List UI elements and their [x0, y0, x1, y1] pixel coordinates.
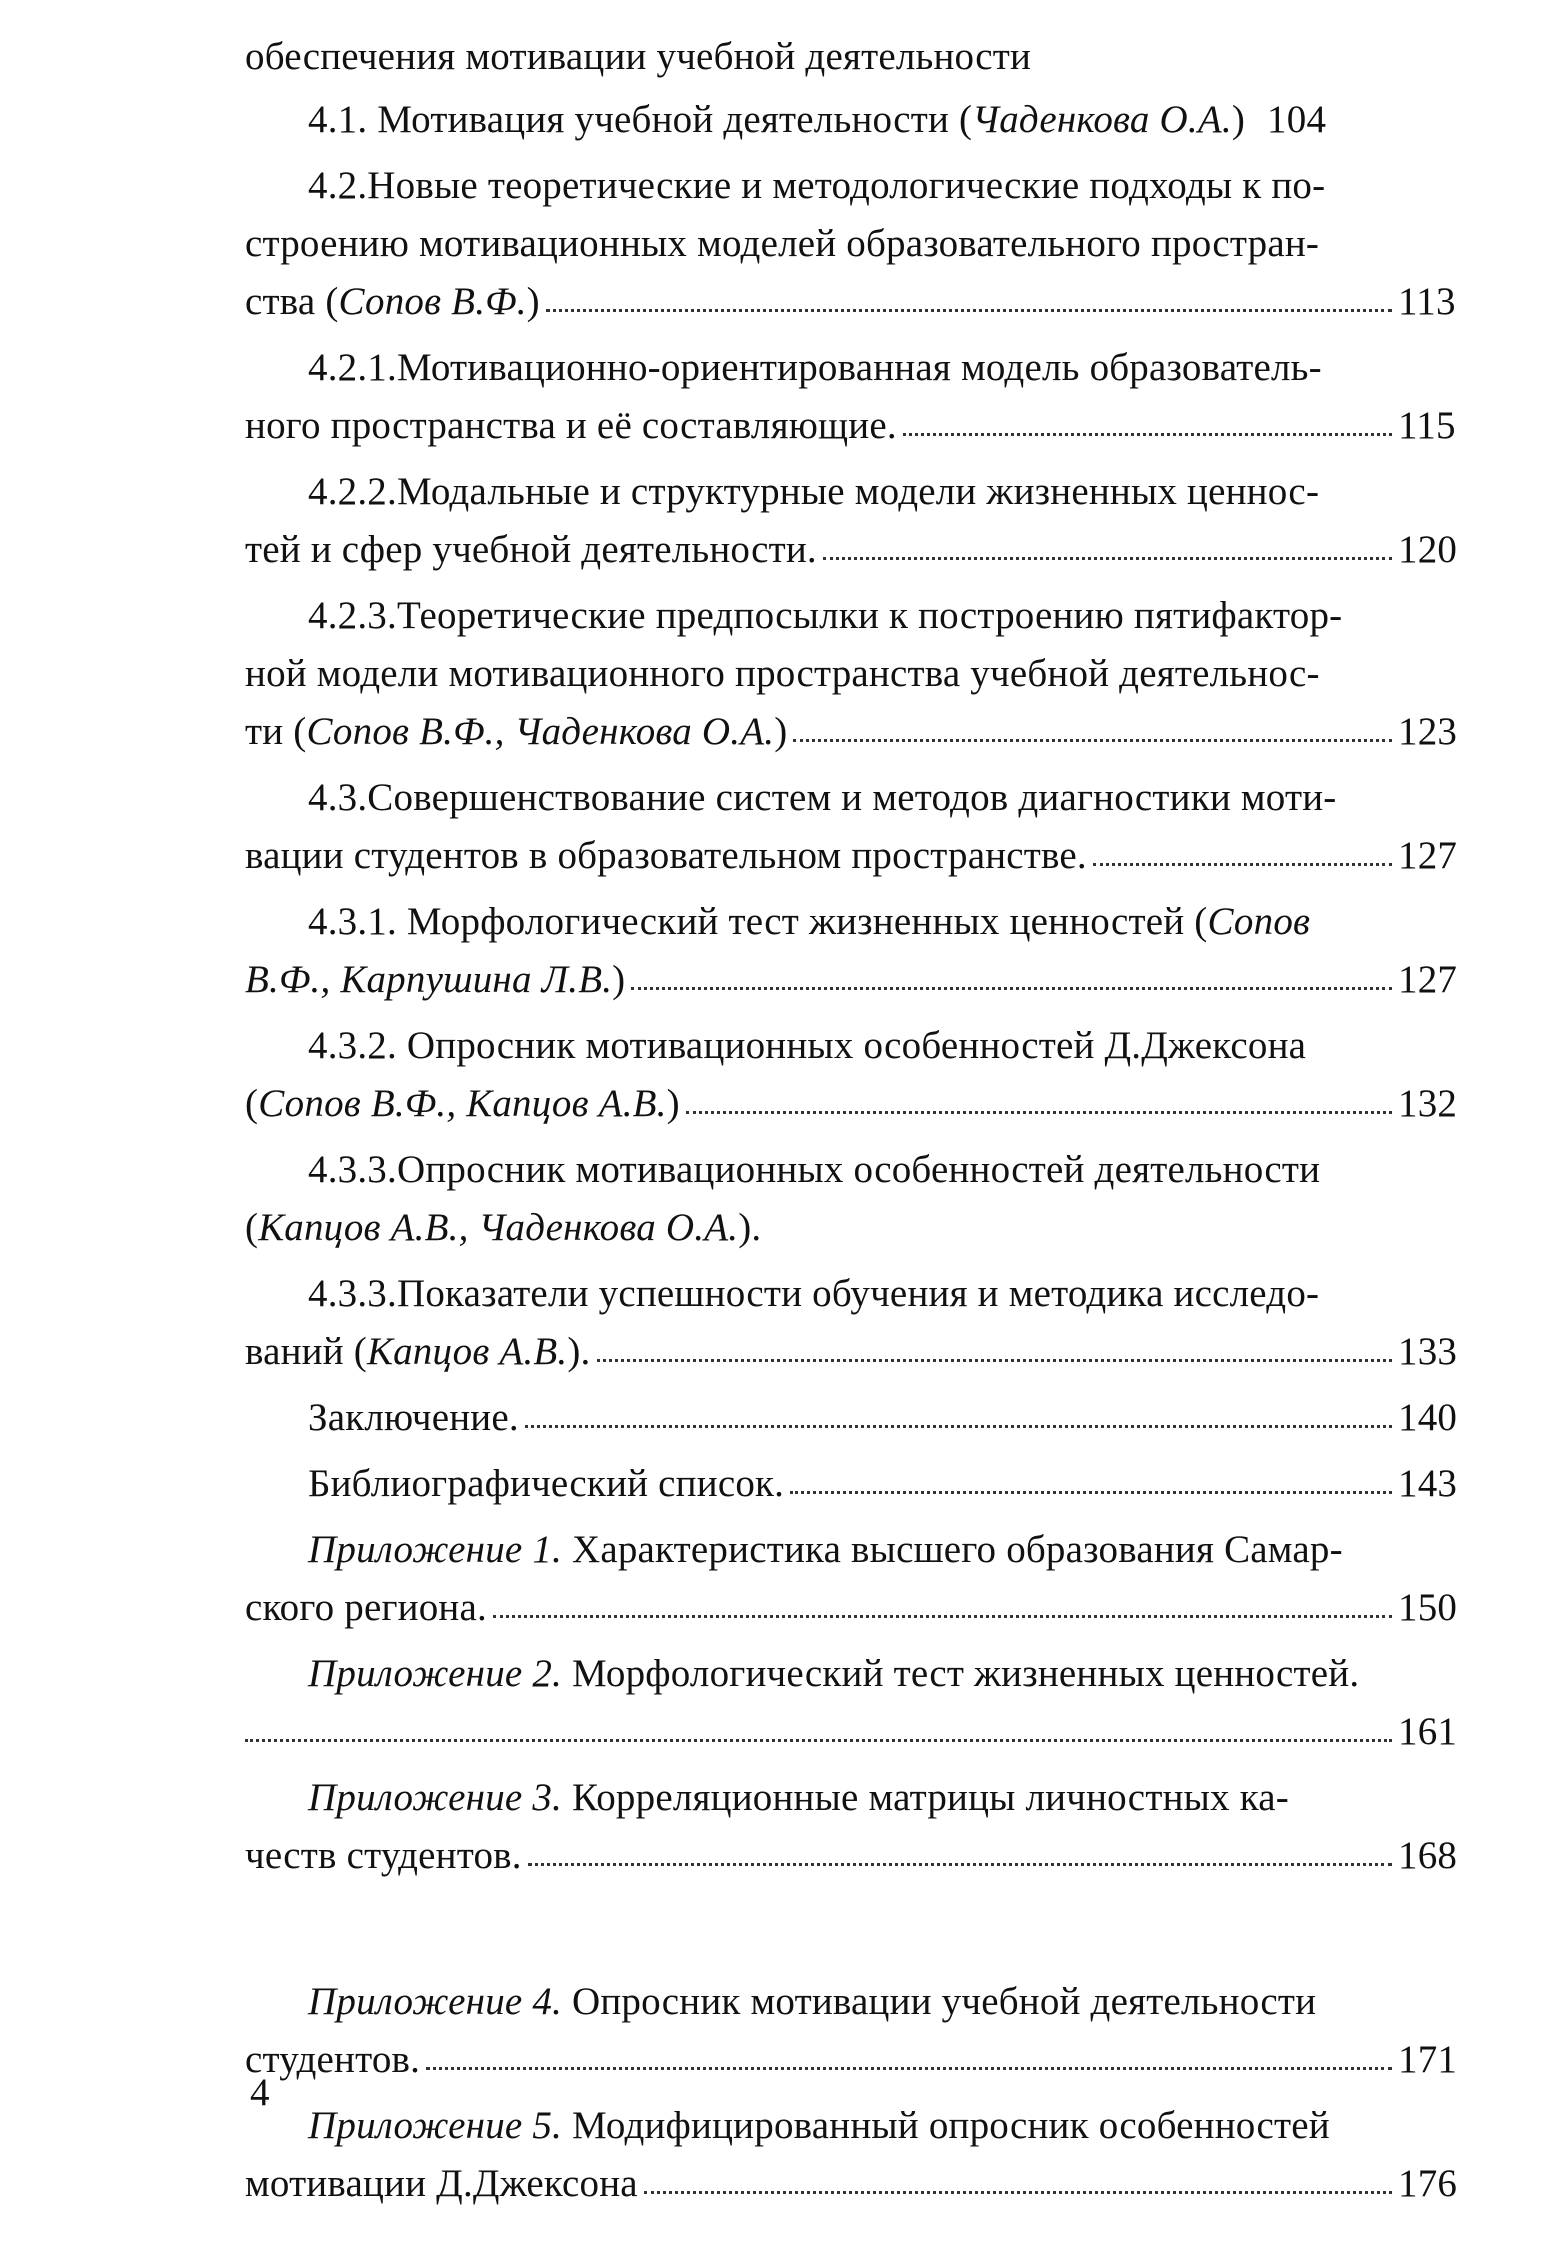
entry-text: ства (Сопов В.Ф.) [245, 280, 540, 323]
page-ref: 161 [1398, 1710, 1458, 1753]
entry-line-1: Приложение 1. Характеристика высшего образования Самар- [308, 1528, 1343, 1571]
entry-text: (Капцов А.В., Чаденкова О.А.). [245, 1206, 762, 1249]
dot-leader [493, 1590, 1392, 1620]
toc-entry-4-2-3 [245, 587, 1460, 761]
toc-line [245, 273, 1460, 331]
page-ref: 176 [1398, 2162, 1458, 2205]
entry-author: Капцов А.В., Чаденкова О.А. [258, 1206, 739, 1249]
entry-text: тей и сфер учебной деятельности. [245, 528, 817, 571]
toc-entry-4-3-3-a [245, 1141, 1460, 1257]
toc-line [245, 951, 1460, 1009]
entry-line-1: 4.3.Совершенствование систем и методов диагностики моти- [308, 776, 1337, 819]
toc-entry-4-2 [245, 157, 1460, 331]
entry-text: вации студентов в образовательном пространстве. [245, 834, 1087, 877]
toc-line [245, 521, 1460, 579]
toc-entry-appendix-5 [245, 2097, 1460, 2213]
toc-line [245, 2031, 1460, 2089]
appendix-label: Приложение 4. [308, 1980, 563, 2023]
entry-author: В.Ф., Карпушина Л.В. [245, 958, 613, 1001]
entry-text: 4.1. Мотивация учебной деятельности (Чаденкова О.А.) [308, 98, 1246, 141]
toc-line [245, 1075, 1460, 1133]
dot-leader [528, 1838, 1392, 1868]
dot-leader [790, 1466, 1392, 1496]
entry-text: Библиографический список. [308, 1462, 785, 1505]
entry-author: Сопов В.Ф., Чаденкова О.А. [306, 710, 775, 753]
toc-line [245, 397, 1460, 455]
appendix-label: Приложение 2. [308, 1652, 563, 1695]
dot-leader [597, 1334, 1392, 1364]
toc-entry-appendix-3 [245, 1769, 1460, 1885]
toc-entry-4-1 [245, 91, 1460, 149]
page-ref: 132 [1398, 1082, 1458, 1125]
dot-leader [793, 714, 1392, 744]
toc-line [245, 703, 1460, 761]
appendix-label: Приложение 1. [308, 1528, 563, 1571]
entry-line-1: Приложение 3. Корреляционные матрицы личностных ка- [308, 1776, 1289, 1819]
dot-leader [903, 408, 1392, 438]
entry-author: Сопов В.Ф. [338, 280, 527, 323]
toc-line [245, 1323, 1460, 1381]
entry-line-1: Приложение 5. Модифицированный опросник особенностей [308, 2104, 1330, 2147]
toc-line [245, 1389, 1460, 1447]
entry-text: честв студентов. [245, 1834, 522, 1877]
toc-line [245, 2155, 1460, 2213]
page-ref: 133 [1398, 1330, 1458, 1373]
entry-line-1: 4.2.1.Мотивационно-ориентированная модель образователь- [308, 346, 1322, 389]
toc-entry-4-2-1 [245, 339, 1460, 455]
entry-line-1: 4.3.2. Опросник мотивационных особенностей Д.Джексона [308, 1024, 1307, 1067]
entry-line-1: 4.2.2.Модальные и структурные модели жизненных ценнос- [308, 470, 1320, 513]
entry-line-1: 4.3.3.Показатели успешности обучения и методика исследо- [308, 1272, 1320, 1315]
toc-line [245, 1455, 1460, 1513]
entry-line-1: 4.3.3.Опросник мотивационных особенностей деятельности [308, 1148, 1321, 1191]
dot-leader [644, 2166, 1392, 2196]
toc-entry-4-3-2 [245, 1017, 1460, 1133]
dot-leader [823, 532, 1392, 562]
appendix-label: Приложение 3. [308, 1776, 563, 1819]
entry-text: (Сопов В.Ф., Капцов А.В.) [245, 1082, 680, 1125]
toc-entry-appendix-4 [245, 1973, 1460, 2089]
page-ref: 171 [1398, 2038, 1458, 2081]
page-ref: 143 [1398, 1462, 1458, 1505]
entry-text: Заключение. [308, 1396, 519, 1439]
dot-leader [525, 1400, 1392, 1430]
entry-line-1: Приложение 4. Опросник мотивации учебной деятельности [308, 1980, 1317, 2023]
entry-text: студентов. [245, 2038, 421, 2081]
appendix-label: Приложение 5. [308, 2104, 563, 2147]
toc-entry-4-3-3-b [245, 1265, 1460, 1381]
entry-line-1: 4.2.3.Теоретические предпосылки к построению пятифактор- [308, 594, 1343, 637]
entry-text: мотивации Д.Джексона [245, 2162, 638, 2205]
entry-text: ти (Сопов В.Ф., Чаденкова О.А.) [245, 710, 788, 753]
page-ref: 168 [1398, 1834, 1458, 1877]
page-number: 4 [250, 2071, 270, 2114]
toc-line [245, 91, 1460, 149]
toc-entry-appendix-2 [245, 1645, 1460, 1761]
toc-line [245, 827, 1460, 885]
dot-leader [1093, 838, 1392, 868]
entry-author: Чаденкова О.А. [972, 98, 1232, 141]
page-ref: 115 [1398, 404, 1456, 447]
toc-entry-4-3-1 [245, 893, 1460, 1009]
dot-leader [426, 2042, 1392, 2072]
entry-line-2: ной модели мотивационного пространства учебной деятельнос- [245, 652, 1320, 695]
toc-entry-appendix-1 [245, 1521, 1460, 1637]
entry-line-1: Приложение 2. Морфологический тест жизненных ценностей. [308, 1652, 1360, 1695]
entry-author: Сопов В.Ф., Капцов А.В. [258, 1082, 667, 1125]
entry-line-1: 4.2.Новые теоретические и методологические подходы к по- [308, 164, 1326, 207]
toc-entry-bibliography [245, 1455, 1460, 1513]
page-ref: 113 [1398, 280, 1456, 323]
entry-line-2: строению мотивационных моделей образовательного простран- [245, 222, 1320, 265]
page-ref: 150 [1398, 1586, 1458, 1629]
entry-line-1: 4.3.1. Морфологический тест жизненных ценностей (Сопов [308, 900, 1311, 943]
dot-leader [631, 962, 1392, 992]
table-of-contents [245, 28, 1460, 2221]
dot-leader [245, 1714, 1392, 1744]
toc-entry-4-2-2 [245, 463, 1460, 579]
page-ref: 140 [1398, 1396, 1458, 1439]
entry-author: Сопов [1207, 900, 1311, 943]
page-ref: 104 [1267, 98, 1327, 141]
page-ref: 123 [1398, 710, 1458, 753]
entry-text: ского региона. [245, 1586, 487, 1629]
toc-line [245, 1827, 1460, 1885]
toc-entry-conclusion [245, 1389, 1460, 1447]
entry-text: ного пространства и её составляющие. [245, 404, 897, 447]
dot-leader [686, 1086, 1392, 1116]
continuation-line: обеспечения мотивации учебной деятельности [245, 35, 1032, 78]
page-ref: 120 [1398, 528, 1458, 571]
entry-text: ваний (Капцов А.В.). [245, 1330, 591, 1373]
toc-line [245, 1579, 1460, 1637]
entry-author: Капцов А.В. [366, 1330, 568, 1373]
dot-leader [546, 284, 1392, 314]
entry-text: В.Ф., Карпушина Л.В.) [245, 958, 626, 1001]
toc-line [245, 1703, 1460, 1761]
page-ref: 127 [1398, 958, 1458, 1001]
page-ref: 127 [1398, 834, 1458, 877]
toc-entry-4-3 [245, 769, 1460, 885]
spacer [245, 1893, 1460, 1973]
